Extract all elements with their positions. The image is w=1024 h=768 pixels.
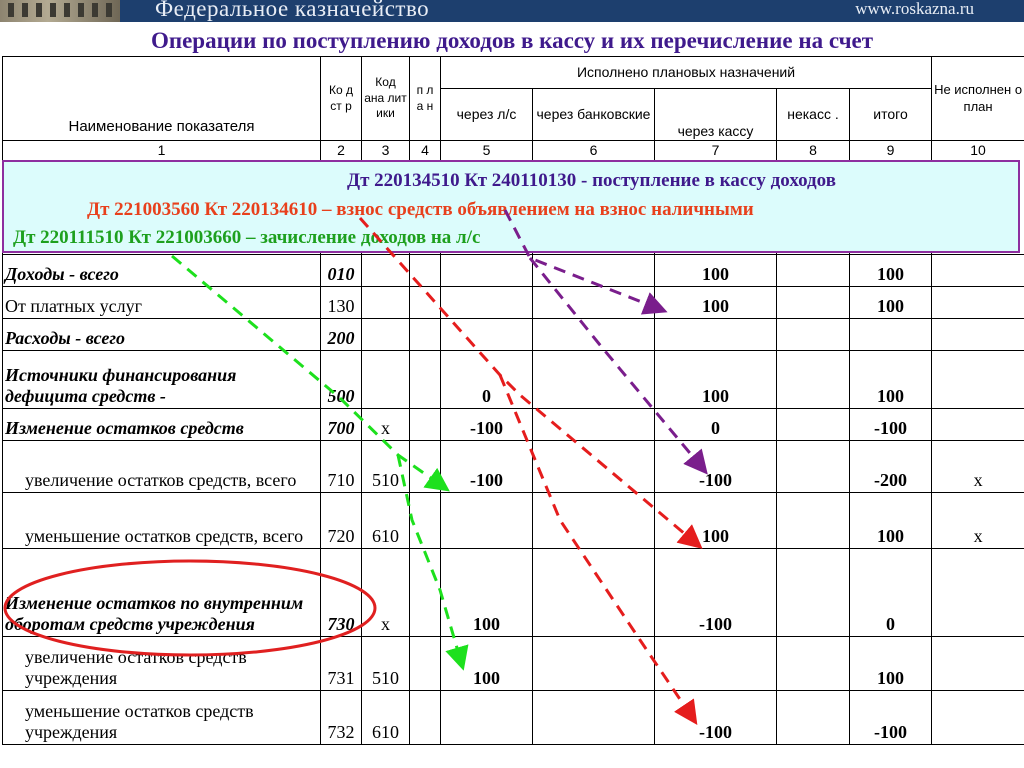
row-via-bank xyxy=(533,287,655,319)
row-via-cash: 100 xyxy=(655,493,777,549)
col-number: 3 xyxy=(362,141,410,255)
banner-url[interactable]: www.roskazna.ru xyxy=(855,0,974,18)
table-row xyxy=(3,351,1024,409)
row-noncash xyxy=(777,493,850,549)
row-plan xyxy=(410,351,441,409)
row-via-bank xyxy=(533,549,655,637)
entry-cash-deposit: Дт 221003560 Кт 220134610 – взнос средств объявлением на взнос наличными xyxy=(87,199,754,220)
row-plan xyxy=(410,319,441,351)
row-anal xyxy=(362,319,410,351)
row-unfulfilled xyxy=(932,549,1024,637)
row-anal: x xyxy=(362,409,410,441)
row-unfulfilled xyxy=(932,351,1024,409)
row-name: увеличение остатков средств учреждения xyxy=(3,637,321,691)
row-unfulfilled xyxy=(932,319,1024,351)
row-via-cash xyxy=(655,637,777,691)
row-noncash xyxy=(777,549,850,637)
accounting-entries-callout xyxy=(2,160,1020,253)
row-unfulfilled xyxy=(932,287,1024,319)
row-name: От платных услуг xyxy=(3,287,321,319)
row-unfulfilled xyxy=(932,409,1024,441)
row-anal: 610 xyxy=(362,493,410,549)
row-plan xyxy=(410,691,441,745)
row-noncash xyxy=(777,351,850,409)
row-anal xyxy=(362,255,410,287)
row-total: -200 xyxy=(850,441,932,493)
entry-ls-credit: Дт 220111510 Кт 221003660 – зачисление доходов на л/с xyxy=(13,227,481,248)
row-name: увеличение остатков средств, всего xyxy=(3,441,321,493)
row-noncash xyxy=(777,637,850,691)
row-plan xyxy=(410,255,441,287)
slide-title: Операции по поступлению доходов в кассу и их перечисление на счет xyxy=(150,28,874,53)
row-plan xyxy=(410,441,441,493)
banner xyxy=(0,0,1024,22)
row-via-cash: -100 xyxy=(655,691,777,745)
row-anal xyxy=(362,351,410,409)
table-row xyxy=(3,287,1024,319)
row-via-cash: -100 xyxy=(655,441,777,493)
row-anal xyxy=(362,287,410,319)
entry-cash-receipt: Дт 220134510 Кт 240110130 - поступление в кассу доходов xyxy=(347,170,836,191)
row-code: 130 xyxy=(321,287,362,319)
row-via-ls xyxy=(441,691,533,745)
row-code: 200 xyxy=(321,319,362,351)
row-via-ls: -100 xyxy=(441,441,533,493)
col-number: 5 xyxy=(441,141,533,255)
row-code: 010 xyxy=(321,255,362,287)
row-noncash xyxy=(777,409,850,441)
row-unfulfilled: x xyxy=(932,441,1024,493)
row-total xyxy=(850,319,932,351)
col-number: 7 xyxy=(655,141,777,255)
table-row xyxy=(3,637,1024,691)
row-via-bank xyxy=(533,637,655,691)
row-via-ls: 100 xyxy=(441,549,533,637)
row-total: 100 xyxy=(850,255,932,287)
header-via-cash: через кассу xyxy=(655,89,777,141)
header-total: итого xyxy=(850,89,932,141)
row-plan xyxy=(410,493,441,549)
row-code: 720 xyxy=(321,493,362,549)
row-name: Доходы - всего xyxy=(3,255,321,287)
row-via-cash: 100 xyxy=(655,255,777,287)
building-image xyxy=(0,0,120,22)
row-unfulfilled: x xyxy=(932,493,1024,549)
row-via-cash: 0 xyxy=(655,409,777,441)
row-via-bank xyxy=(533,493,655,549)
col-number: 10 xyxy=(932,141,1024,255)
row-via-bank xyxy=(533,441,655,493)
row-total: 0 xyxy=(850,549,932,637)
header-executed: Исполнено плановых назначений xyxy=(441,57,932,89)
header-name: Наименование показателя xyxy=(3,57,321,141)
table-row xyxy=(3,493,1024,549)
row-via-ls: -100 xyxy=(441,409,533,441)
col-number: 9 xyxy=(850,141,932,255)
row-plan xyxy=(410,549,441,637)
row-name: Источники финансирования дефицита средств - xyxy=(3,351,321,409)
row-total: -100 xyxy=(850,691,932,745)
header-code-row: Ко д ст р xyxy=(321,57,362,141)
row-noncash xyxy=(777,691,850,745)
row-name: уменьшение остатков средств, всего xyxy=(3,493,321,549)
row-via-bank xyxy=(533,691,655,745)
row-total: 100 xyxy=(850,351,932,409)
row-unfulfilled xyxy=(932,691,1024,745)
table-row xyxy=(3,691,1024,745)
row-noncash xyxy=(777,319,850,351)
row-via-bank xyxy=(533,255,655,287)
row-total: 100 xyxy=(850,637,932,691)
row-total: -100 xyxy=(850,409,932,441)
row-name: Изменение остатков по внутренним оборотам средств учреждения xyxy=(3,549,321,637)
row-via-ls: 100 xyxy=(441,637,533,691)
row-code: 732 xyxy=(321,691,362,745)
table-row xyxy=(3,319,1024,351)
row-via-ls xyxy=(441,319,533,351)
col-number: 2 xyxy=(321,141,362,255)
col-number: 6 xyxy=(533,141,655,255)
row-plan xyxy=(410,409,441,441)
row-plan xyxy=(410,637,441,691)
row-anal: 510 xyxy=(362,637,410,691)
row-code: 731 xyxy=(321,637,362,691)
row-noncash xyxy=(777,287,850,319)
banner-org: Федеральное казначейство xyxy=(155,0,430,21)
header-noncash: некасс . xyxy=(777,89,850,141)
row-code: 500 xyxy=(321,351,362,409)
row-via-bank xyxy=(533,409,655,441)
col-number: 4 xyxy=(410,141,441,255)
row-via-ls: 0 xyxy=(441,351,533,409)
header-via-bank: через банковские xyxy=(533,89,655,141)
table-row xyxy=(3,409,1024,441)
table-row xyxy=(3,441,1024,493)
row-via-ls xyxy=(441,287,533,319)
table-row xyxy=(3,549,1024,637)
col-number: 1 xyxy=(3,141,321,255)
row-anal: 510 xyxy=(362,441,410,493)
row-via-ls xyxy=(441,493,533,549)
col-number: 8 xyxy=(777,141,850,255)
row-plan xyxy=(410,287,441,319)
row-via-bank xyxy=(533,319,655,351)
row-via-cash: -100 xyxy=(655,549,777,637)
row-via-cash xyxy=(655,319,777,351)
row-name: уменьшение остатков средств учреждения xyxy=(3,691,321,745)
row-via-cash: 100 xyxy=(655,351,777,409)
row-anal: 610 xyxy=(362,691,410,745)
row-unfulfilled xyxy=(932,637,1024,691)
row-noncash xyxy=(777,441,850,493)
row-total: 100 xyxy=(850,287,932,319)
header-unfulfilled: Не исполнен о план xyxy=(932,57,1024,141)
header-via-ls: через л/с xyxy=(441,89,533,141)
row-via-bank xyxy=(533,351,655,409)
row-via-cash: 100 xyxy=(655,287,777,319)
row-unfulfilled xyxy=(932,255,1024,287)
row-code: 710 xyxy=(321,441,362,493)
table-row xyxy=(3,255,1024,287)
row-name: Расходы - всего xyxy=(3,319,321,351)
header-code-anal: Код ана лит ики xyxy=(362,57,410,141)
row-anal: x xyxy=(362,549,410,637)
row-code: 730 xyxy=(321,549,362,637)
row-via-ls xyxy=(441,255,533,287)
row-code: 700 xyxy=(321,409,362,441)
header-plan: п л а н xyxy=(410,57,441,141)
table-body xyxy=(3,255,1024,745)
row-noncash xyxy=(777,255,850,287)
row-name: Изменение остатков средств xyxy=(3,409,321,441)
row-total: 100 xyxy=(850,493,932,549)
